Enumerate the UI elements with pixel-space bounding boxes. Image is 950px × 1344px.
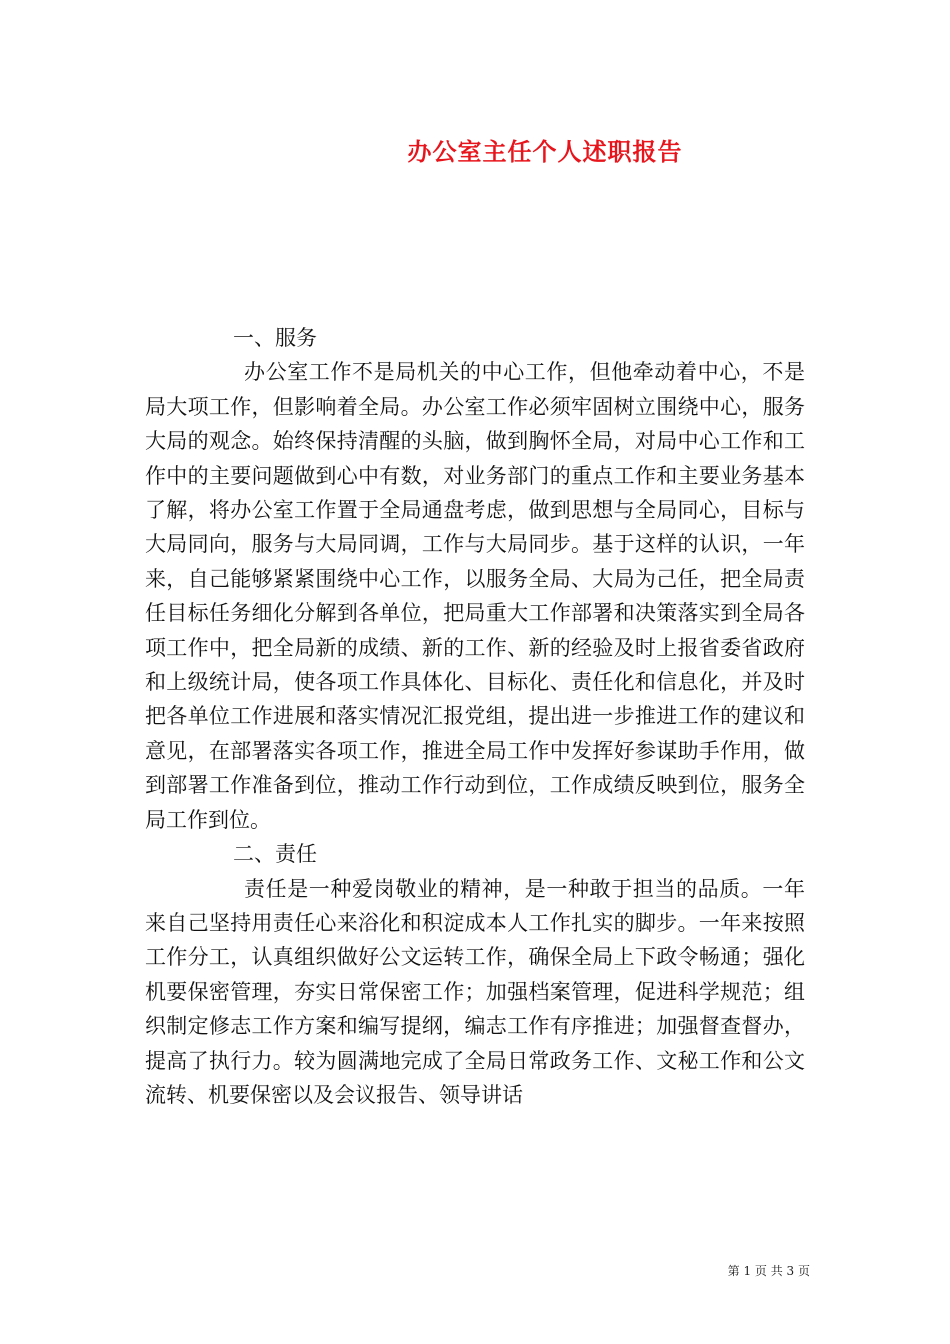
document-title: 办公室主任个人述职报告 bbox=[407, 137, 683, 166]
section-paragraph-service: 办公室工作不是局机关的中心工作，但他牵动着中心，不是局大项工作，但影响着全局。办公室工作必须牢固树立围绕中心，服务大局的观念。始终保持清醒的头脑，做到胸怀全局，对局中心工作和工作中的主要问题做到心中有数，对业务部门的重点工作和主要业务基本了解，将办公室工作置于全局通盘考虑，做到思想与全局同心，目标与大局同向，服务与大局同调，工作与大局同步。基于这样的认识，一年来，自己能够紧紧围绕中心工作，以服务全局、大局为己任，把全局责任目标任务细化分解到各单位，把局重大工作部署和决策落实到全局各项工作中，把全局新的成绩、新的工作、新的经验及时上报省委省政府和上级统计局，使各项工作具体化、目标化、责任化和信息化，并及时把各单位工作进展和落实情况汇报党组，提出进一步推进工作的建议和意见，在部署落实各项工作，推进全局工作中发挥好参谋助手作用，做到部署工作准备到位，推动工作行动到位，工作成绩反映到位，服务全局工作到位。 bbox=[145, 360, 805, 832]
page-footer: 第 1 页 共 3 页 bbox=[727, 1264, 810, 1278]
section-paragraph-responsibility: 责任是一种爱岗敬业的精神，是一种敢于担当的品质。一年来自己坚持用责任心来浴化和积淀成本人工作扎实的脚步。一年来按照工作分工，认真组织做好公文运转工作，确保全局上下政令畅通；强化机要保密管理，夯实日常保密工作；加强档案管理，促进科学规范；组织制定修志工作方案和编写提纲，编志工作有序推进；加强督查督办，提高了执行力。较为圆满地完成了全局日常政务工作、文秘工作和公文流转、机要保密以及会议报告、领导讲话 bbox=[145, 876, 805, 1107]
document-body bbox=[145, 321, 805, 1112]
section-heading-service: 一、服务 bbox=[233, 326, 317, 350]
section-heading-responsibility: 二、责任 bbox=[233, 842, 317, 867]
